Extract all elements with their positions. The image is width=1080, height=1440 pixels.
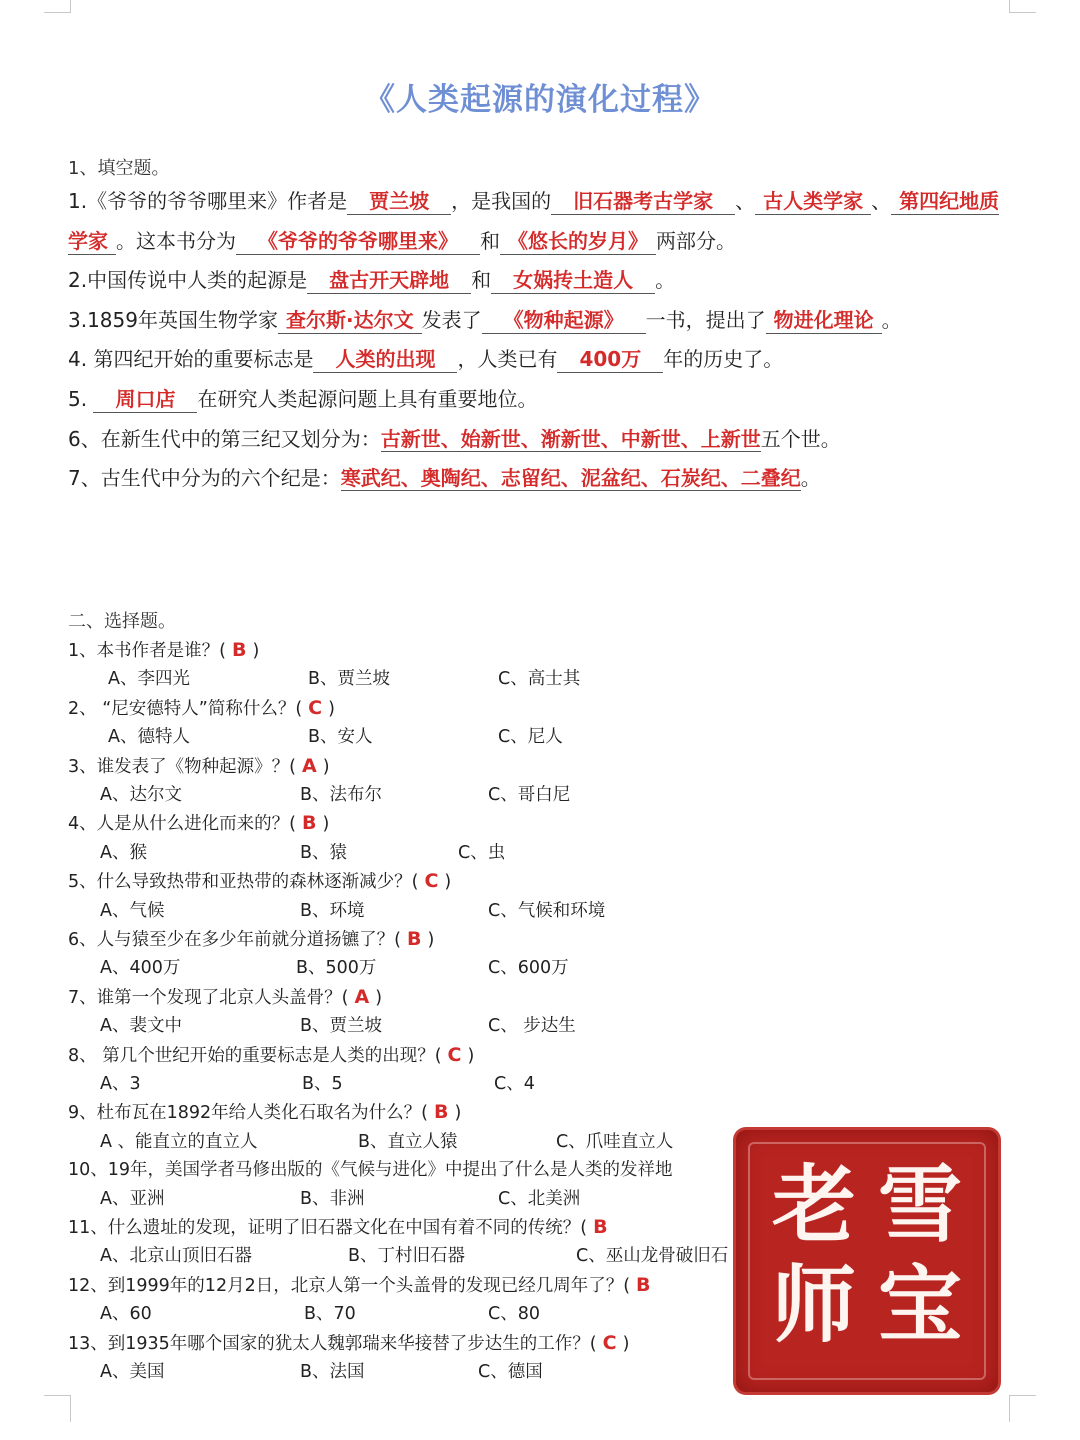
question-text: 发表了 — [421, 307, 482, 332]
option: A、60 — [100, 1304, 152, 1325]
option: B、70 — [304, 1304, 356, 1325]
option: A 、能直立的直立人 — [100, 1131, 258, 1152]
question-text: 4、人是从什么进化而来的？( — [68, 814, 296, 835]
question-text: 在研究人类起源问题上具有重要地位。 — [197, 386, 538, 411]
options-row — [68, 723, 1018, 751]
question-text: 。这本书分为 — [116, 228, 236, 253]
question-close-paren: ) — [328, 698, 335, 719]
question-text: 和 — [480, 228, 500, 253]
question-text: 4. 第四纪开始的重要标志是 — [68, 347, 314, 372]
option: B、法布尔 — [300, 785, 383, 805]
answer-letter: B — [406, 927, 422, 950]
seal-stamp — [736, 1130, 998, 1392]
options-row — [68, 839, 1018, 867]
question-text: 10、19年，美国学者马修出版的《气候与进化》中提出了什么是人类的发祥地 — [68, 1160, 673, 1181]
option: B、安人 — [308, 727, 373, 748]
answer-letter: C — [447, 1043, 462, 1066]
answer-letter: B — [636, 1273, 651, 1296]
fill-question-6 — [68, 420, 1018, 460]
stamp-char-1: 老 — [771, 1155, 857, 1254]
option: C、爪哇直立人 — [556, 1131, 674, 1152]
option: C、虫 — [458, 842, 506, 863]
question-text: 年的历史了。 — [663, 347, 784, 372]
answer: 旧石器考古学家 — [551, 189, 735, 215]
question-text: 6、在新生代中的第三纪又划分为： — [68, 426, 381, 451]
answer: 400万 — [557, 347, 663, 373]
question-text: 3、谁发表了《物种起源》？( — [68, 756, 296, 777]
question-close-paren: ) — [252, 641, 260, 661]
question-text: 9、杜布瓦在1892年给人类化石取名为什么？( — [68, 1103, 428, 1124]
question-close-paren: ) — [322, 814, 330, 835]
option: A、亚洲 — [100, 1188, 165, 1209]
answer: 物进化理论 — [766, 308, 882, 334]
question-text: 6、人与猿至少在多少年前就分道扬镳了？( — [68, 929, 401, 950]
option: A、气候 — [100, 900, 165, 921]
answer: 周口店 — [93, 387, 197, 413]
answer: 寒武纪、奥陶纪、志留纪、泥盆纪、石炭纪、二叠纪 — [340, 466, 801, 491]
answer: 《爷爷的爷爷哪里来》 — [236, 229, 480, 255]
answer: 查尔斯·达尔文 — [278, 308, 422, 334]
answer: 女娲抟土造人 — [491, 268, 655, 294]
option: B、500万 — [296, 958, 377, 979]
answer: 古人类学家 — [755, 189, 871, 215]
question-text: 1、本书作者是谁？( — [68, 641, 226, 661]
option: A、3 — [100, 1073, 141, 1094]
option: B、5 — [302, 1073, 343, 1094]
question-text: 13、到1935年哪个国家的犹太人魏郭瑞来华接替了步达生的工作？( — [68, 1333, 597, 1354]
choice-question — [68, 983, 1018, 1012]
answer: 第四纪地质学家 — [68, 189, 1000, 253]
option: C、80 — [488, 1304, 540, 1325]
question-text: ，是我国的 — [451, 189, 552, 213]
fill-question-4 — [68, 340, 1018, 380]
choice-question — [68, 636, 1018, 665]
fill-question-1 — [68, 182, 1018, 261]
crop-mark-top-left — [44, 0, 71, 13]
choice-question — [68, 925, 1018, 954]
question-close-paren: ) — [622, 1333, 630, 1354]
choice-question — [68, 1098, 1018, 1127]
question-text: 。 — [655, 268, 676, 293]
question-text: 一书，提出了 — [645, 307, 766, 332]
option: A、美国 — [100, 1361, 165, 1382]
option: C、尼人 — [498, 727, 563, 748]
stamp-lettering — [736, 1130, 998, 1392]
answer-letter: B — [434, 1101, 449, 1124]
answer-letter: A — [301, 754, 317, 777]
options-row — [68, 665, 1018, 693]
fill-question-2 — [68, 261, 1018, 301]
question-text: 3.1859年英国生物学家 — [68, 307, 278, 332]
fill-question-5 — [68, 380, 1018, 420]
question-text: 2.中国传说中人类的起源是 — [68, 268, 308, 293]
question-close-paren: ) — [454, 1103, 462, 1124]
stamp-char-2: 雪 — [877, 1155, 963, 1254]
answer: 人类的出现 — [313, 347, 457, 373]
question-text: 8、 第几个世纪开始的重要标志是人类的出现？( — [68, 1045, 442, 1066]
option: C、巫山龙骨破旧石 — [576, 1246, 729, 1267]
choice-question — [68, 867, 1018, 896]
option: C、 步达生 — [488, 1016, 576, 1037]
question-text: 12、到1999年的12月2日，北京人第一个头盖骨的发现已经几周年了？( — [68, 1275, 631, 1296]
answer-letter: C — [602, 1331, 617, 1354]
question-text: 11、什么遗址的发现，证明了旧石器文化在中国有着不同的传统？( — [68, 1217, 588, 1238]
question-text: 2、 “尼安德特人”简称什么？( — [68, 698, 303, 719]
question-close-paren: ) — [375, 987, 383, 1008]
options-row — [68, 1070, 1018, 1098]
question-close-paren: ) — [444, 872, 452, 893]
section-heading-choice: 二、选择题。 — [68, 611, 176, 632]
question-text: 和 — [471, 268, 492, 293]
options-row — [68, 781, 1018, 809]
option: B、法国 — [300, 1361, 365, 1382]
option: B、贾兰坡 — [308, 669, 391, 690]
option: A、德特人 — [108, 727, 190, 748]
answer: 盘古开天辟地 — [307, 268, 471, 294]
fill-question-3 — [68, 301, 1018, 341]
option: C、哥白尼 — [488, 785, 571, 805]
stamp-char-3: 师 — [771, 1255, 857, 1354]
question-close-paren: ) — [322, 756, 330, 777]
question-text: 7、古生代中分为的六个纪是： — [68, 466, 341, 491]
question-text: 5、什么导致热带和亚热带的森林逐渐减少？( — [68, 872, 419, 893]
answer: 古新世、始新世、渐新世、中新世、上新世 — [380, 426, 761, 451]
option: A、裴文中 — [100, 1016, 182, 1037]
option: C、4 — [494, 1073, 535, 1094]
page-title: 《人类起源的演化过程》 — [364, 82, 716, 118]
answer-letter: C — [308, 696, 323, 719]
question-text: 。 — [800, 466, 821, 491]
question-text: 。 — [881, 307, 902, 332]
option: C、600万 — [488, 958, 569, 979]
options-row — [68, 1012, 1018, 1040]
option: C、气候和环境 — [488, 900, 606, 921]
answer-letter: B — [301, 812, 317, 835]
choice-question — [68, 752, 1018, 781]
answer-letter: B — [593, 1215, 608, 1238]
answer: 《悠长的岁月》 — [500, 229, 656, 255]
option: A、猴 — [100, 842, 147, 863]
question-text: 、 — [871, 189, 892, 213]
crop-mark-bottom-right — [1009, 1395, 1036, 1422]
question-text: 两部分。 — [656, 228, 736, 253]
question-close-paren: ) — [467, 1045, 475, 1066]
question-text: ，人类已有 — [457, 347, 558, 372]
answer-letter: C — [424, 870, 439, 893]
options-row — [68, 897, 1018, 925]
stamp-char-4: 宝 — [877, 1255, 963, 1354]
option: A、达尔文 — [100, 785, 182, 805]
question-text: 五个世。 — [760, 426, 841, 451]
choice-question — [68, 1041, 1018, 1070]
question-text: 5. — [68, 386, 88, 411]
options-row — [68, 954, 1018, 982]
question-text: 7、谁第一个发现了北京人头盖骨？( — [68, 987, 349, 1008]
option: A、李四光 — [108, 669, 190, 690]
option: C、高士其 — [498, 669, 581, 690]
option: C、德国 — [478, 1361, 543, 1382]
option: B、猿 — [300, 842, 348, 863]
crop-mark-top-right — [1009, 0, 1036, 13]
answer-letter: B — [231, 639, 247, 661]
fill-question-7 — [68, 459, 1018, 499]
question-text: 1.《爷爷的爷爷哪里来》作者是 — [68, 189, 348, 213]
option: C、北美洲 — [498, 1188, 581, 1209]
answer: 贾兰坡 — [347, 189, 451, 215]
answer: 《物种起源》 — [482, 308, 646, 334]
choice-question — [68, 809, 1018, 838]
crop-mark-bottom-left — [44, 1395, 71, 1422]
question-text: 、 — [735, 189, 756, 213]
section-heading-fill: 1、填空题。 — [68, 158, 170, 179]
question-close-paren: ) — [427, 929, 435, 950]
option: A、400万 — [100, 958, 181, 979]
answer-letter: A — [354, 985, 370, 1008]
option: B、非洲 — [300, 1188, 365, 1209]
option: B、直立人猿 — [358, 1131, 458, 1152]
option: A、北京山顶旧石器 — [100, 1246, 252, 1267]
option: B、环境 — [300, 900, 365, 921]
option: B、丁村旧石器 — [348, 1246, 466, 1267]
fill-in-section — [68, 156, 1018, 499]
option: B、贾兰坡 — [300, 1016, 383, 1037]
choice-question — [68, 694, 1018, 723]
